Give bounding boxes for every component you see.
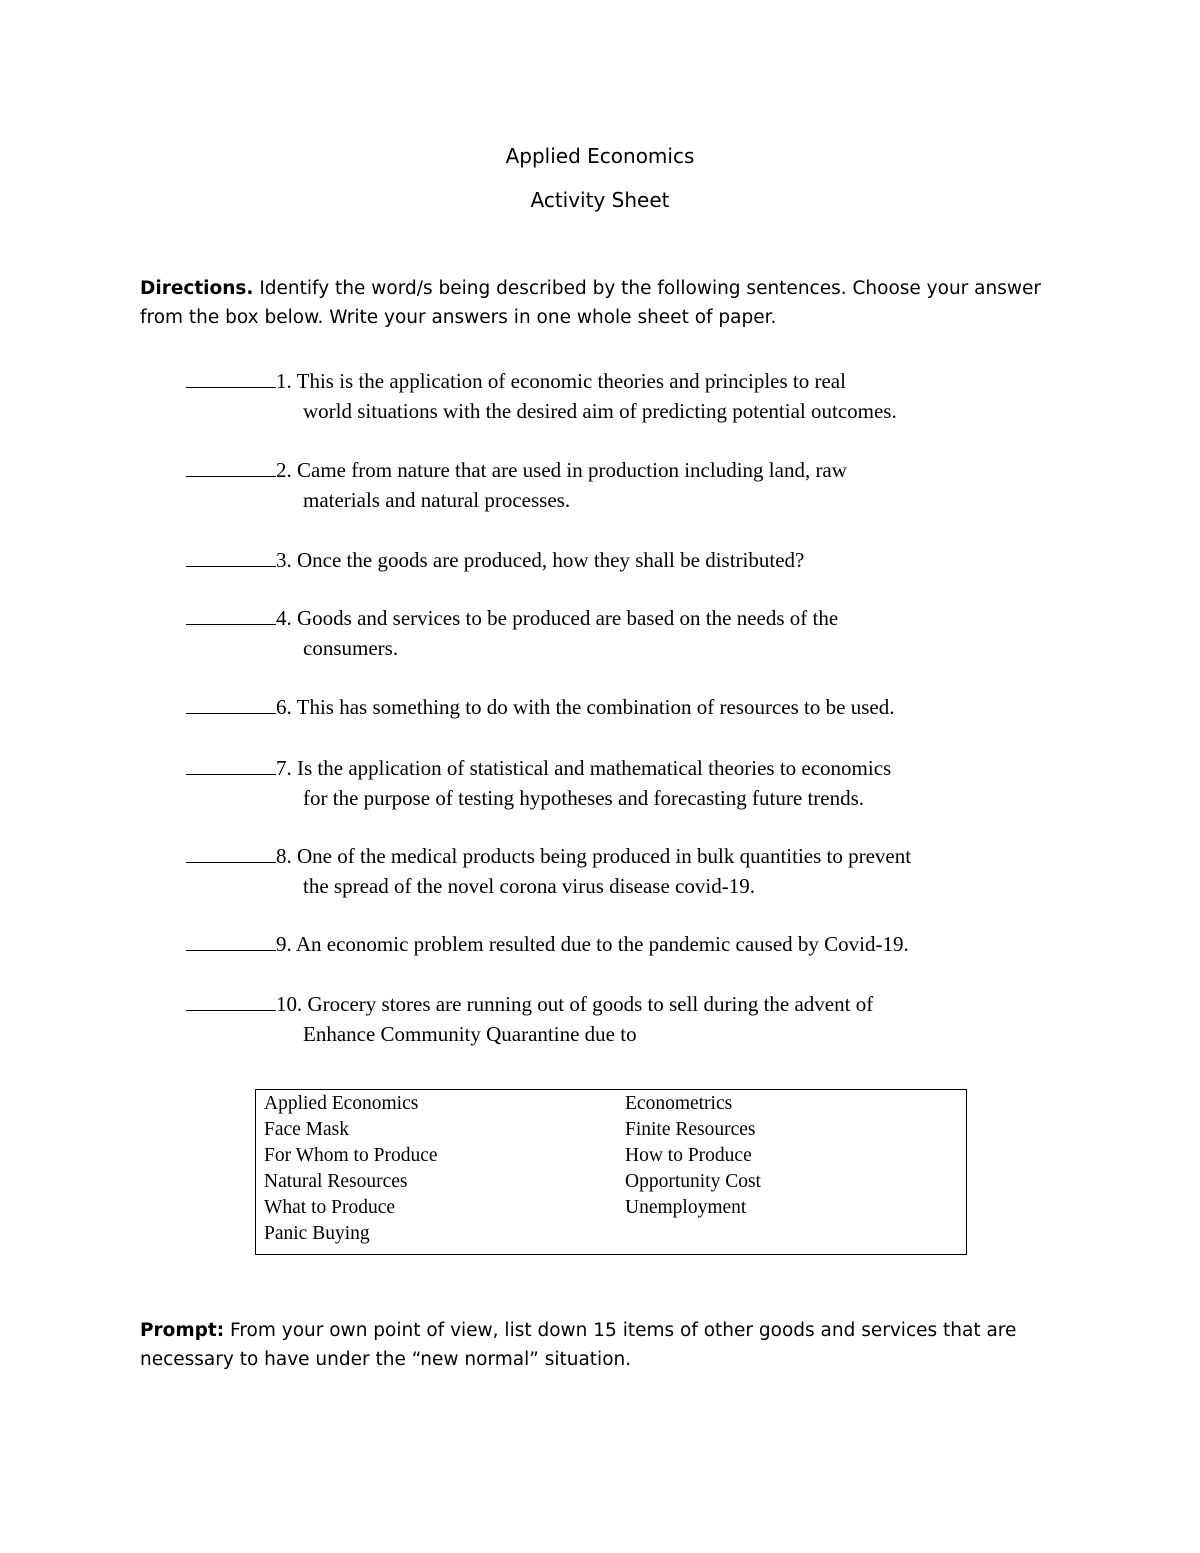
prompt-paragraph (140, 1316, 1070, 1374)
answer-blank[interactable] (186, 458, 276, 477)
question-text-line2: materials and natural processes. (303, 488, 571, 512)
question-text-line1: This is the application of economic theories and principles to real (296, 369, 846, 393)
question-text-line2: the spread of the novel corona virus disease covid-19. (303, 874, 755, 898)
question-number: 7. (276, 756, 292, 780)
choice-item: Natural Resources (264, 1171, 408, 1192)
answer-blank[interactable] (186, 992, 276, 1011)
question-6 (186, 692, 894, 722)
answer-blank[interactable] (186, 844, 276, 863)
choice-item: Applied Economics (264, 1093, 419, 1114)
choice-item: For Whom to Produce (264, 1145, 438, 1166)
page-subtitle: Activity Sheet (530, 188, 670, 212)
question-8 (186, 841, 911, 901)
choice-item: Finite Resources (625, 1119, 756, 1140)
choice-item: Econometrics (625, 1093, 733, 1114)
prompt-text: From your own point of view, list down 15 items of other goods and services that are necessary to have under the “new normal” situation. (140, 1320, 1017, 1370)
question-text-line1: Once the goods are produced, how they shall be distributed? (297, 548, 805, 572)
choice-item: Opportunity Cost (625, 1171, 761, 1192)
directions-label: Directions. (140, 278, 254, 299)
question-text-line1: Grocery stores are running out of goods to sell during the advent of (307, 992, 874, 1016)
question-text-line1: Is the application of statistical and mathematical theories to economics (297, 756, 892, 780)
question-text-line2: Enhance Community Quarantine due to (303, 1022, 637, 1046)
question-number: 9. (276, 932, 292, 956)
question-number: 10. (276, 992, 303, 1016)
question-text-line2: for the purpose of testing hypotheses and forecasting future trends. (303, 786, 865, 810)
choices-left-column (264, 1091, 438, 1247)
question-text-line1: Came from nature that are used in production including land, raw (297, 458, 847, 482)
page-title: Applied Economics (505, 144, 695, 168)
choices-right-column (625, 1091, 761, 1221)
question-10 (186, 989, 873, 1049)
choice-item: What to Produce (264, 1197, 396, 1218)
question-3 (186, 545, 804, 575)
directions-text: Identify the word/s being described by the following sentences. Choose your answer from the box below. Write your answers in one whole sheet of paper. (140, 278, 1041, 328)
answer-blank[interactable] (186, 695, 276, 714)
answer-blank[interactable] (186, 606, 276, 625)
answer-blank[interactable] (186, 932, 276, 951)
answer-blank[interactable] (186, 369, 276, 388)
choice-item: How to Produce (625, 1145, 752, 1166)
question-text-line2: consumers. (303, 636, 399, 660)
question-4 (186, 603, 838, 663)
answer-blank[interactable] (186, 756, 276, 775)
prompt-label: Prompt: (140, 1320, 225, 1341)
question-number: 2. (276, 458, 292, 482)
answer-choices-box (255, 1089, 967, 1255)
question-number: 1. (276, 369, 292, 393)
question-2 (186, 455, 847, 515)
question-number: 4. (276, 606, 292, 630)
question-text-line1: An economic problem resulted due to the pandemic caused by Covid-19. (295, 932, 909, 956)
choice-item: Panic Buying (264, 1223, 370, 1244)
choice-item: Unemployment (625, 1197, 747, 1218)
directions-paragraph (140, 274, 1070, 332)
question-text-line1: One of the medical products being produced in bulk quantities to prevent (297, 844, 912, 868)
question-text-line1: Goods and services to be produced are based on the needs of the (297, 606, 839, 630)
question-7 (186, 753, 891, 813)
question-text-line2: world situations with the desired aim of predicting potential outcomes. (303, 399, 897, 423)
choice-item: Face Mask (264, 1119, 350, 1140)
question-number: 3. (276, 548, 292, 572)
question-1 (186, 366, 897, 426)
question-9 (186, 929, 909, 959)
question-number: 8. (276, 844, 292, 868)
question-number: 6. (276, 695, 292, 719)
answer-blank[interactable] (186, 548, 276, 567)
question-text-line1: This has something to do with the combination of resources to be used. (296, 695, 895, 719)
